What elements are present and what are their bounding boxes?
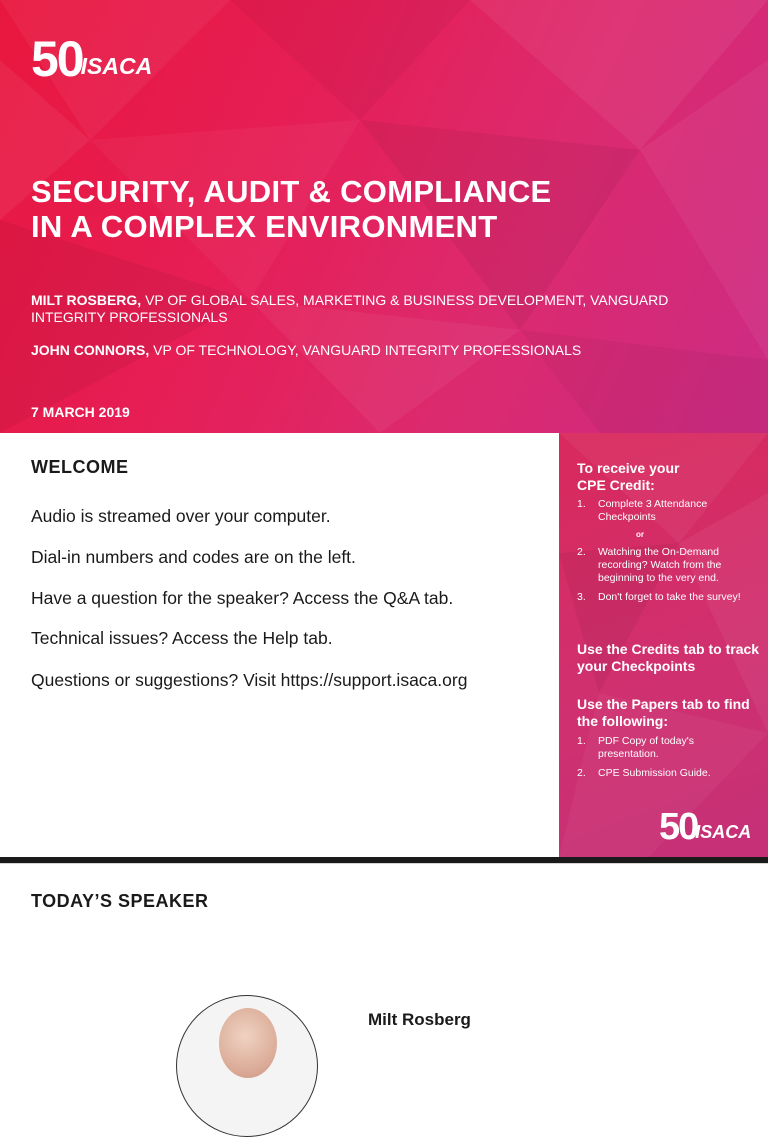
credits-heading: Use the Credits tab to track your Checkpoints [577,641,760,674]
speaker-name: Milt Rosberg [368,1010,471,1029]
welcome-slide [0,433,768,857]
welcome-line: Dial-in numbers and codes are on the left. [31,547,356,567]
cpe-info-panel [559,433,768,857]
speaker-photo [176,995,318,1137]
list-number: 3. [577,591,586,603]
isaca-50-logo [31,31,153,87]
welcome-line: Questions or suggestions? Visit https://support.isaca.org [31,670,468,690]
list-text: CPE Submission Guide. [598,767,711,779]
papers-list [577,735,757,786]
welcome-line: Technical issues? Access the Help tab. [31,628,333,648]
list-item [577,498,757,524]
speaker-heading: TODAY’S SPEAKER [31,891,209,911]
list-number: 1. [577,735,586,747]
logo-brand: ISACA [695,822,752,842]
list-number: 2. [577,546,586,558]
isaca-50-logo [659,808,751,846]
speaker-slide [0,864,768,1029]
title-slide [0,0,768,433]
list-text: Watching the On-Demand recording? Watch from the beginning to the very end. [598,546,722,584]
list-text: PDF Copy of today's presentation. [598,735,694,760]
welcome-line: Have a question for the speaker? Access the Q&A tab. [31,588,454,608]
speaker-credit [31,292,721,326]
presentation-title [31,174,731,244]
welcome-line: Audio is streamed over your computer. [31,506,331,526]
list-item [577,591,757,604]
list-text: Don't forget to take the survey! [598,591,741,603]
speaker-credit [31,342,721,359]
logo-brand: ISACA [80,53,153,79]
title-line: SECURITY, AUDIT & COMPLIANCE [31,174,552,209]
list-item [577,735,757,761]
papers-heading: Use the Papers tab to find the following: [577,696,750,729]
cpe-steps-list [577,498,757,530]
speaker-role: VP OF TECHNOLOGY, VANGUARD INTEGRITY PROFESSIONALS [153,342,582,358]
list-number: 2. [577,767,586,779]
list-text: Complete 3 Attendance Checkpoints [598,498,708,523]
or-separator: or [636,530,644,539]
list-item [577,767,757,780]
logo-number: 50 [31,31,83,87]
cpe-steps-list [577,546,757,610]
cpe-heading: To receive your CPE Credit: [577,460,680,493]
speaker-role: VP OF GLOBAL SALES, MARKETING & BUSINESS DEVELOPMENT, VANGUARD INTEGRITY PROFESSIONALS [31,292,669,325]
speaker-head [219,1008,277,1078]
title-line: IN A COMPLEX ENVIRONMENT [31,209,498,244]
list-number: 1. [577,498,586,510]
speaker-name: JOHN CONNORS, [31,342,150,358]
logo-number: 50 [659,806,698,848]
speaker-name: MILT ROSBERG, [31,292,142,308]
welcome-heading: WELCOME [31,457,129,477]
list-item [577,546,757,585]
presentation-date: 7 MARCH 2019 [31,404,130,420]
